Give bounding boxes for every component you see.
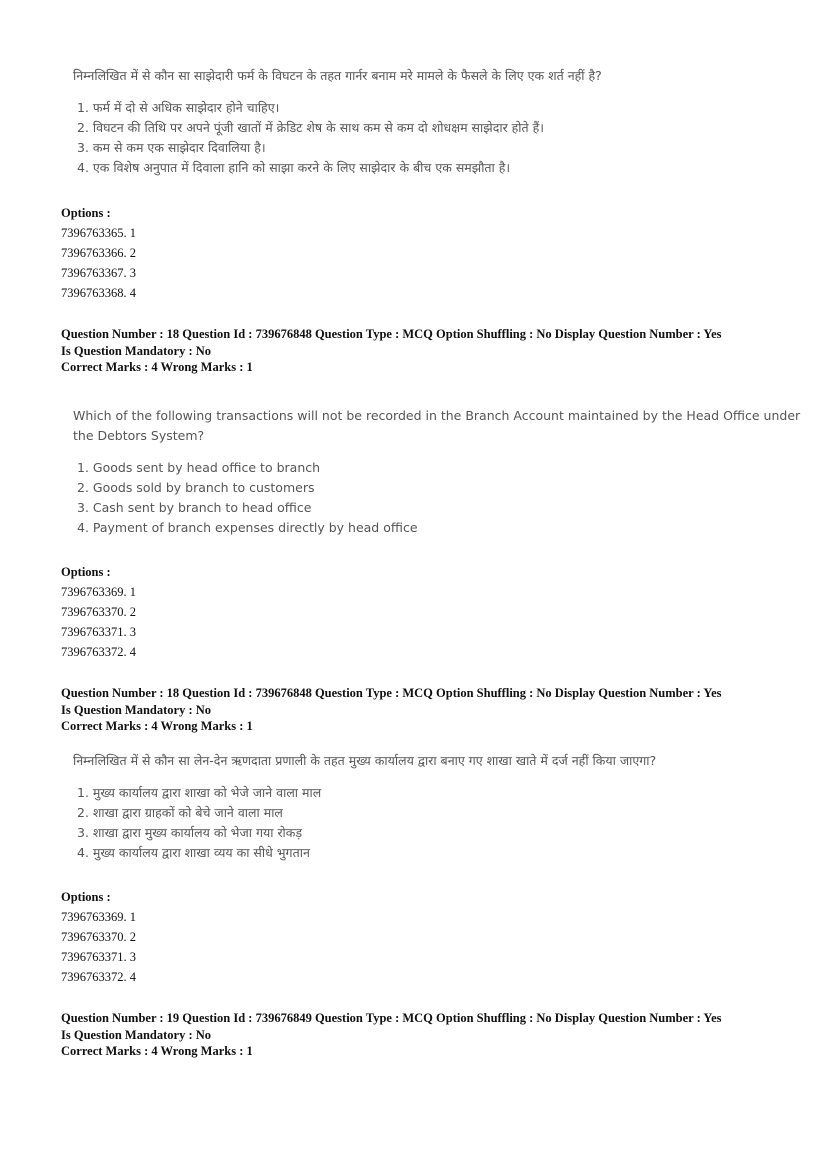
question-image-block — [73, 751, 656, 863]
option-item: 7396763365. 1 — [61, 226, 136, 240]
option-item: 7396763369. 1 — [61, 910, 136, 924]
question-choice: 1. मुख्य कार्यालय द्वारा शाखा को भेजे जाने वाला माल — [77, 785, 322, 800]
question-choice: 2. शाखा द्वारा ग्राहकों को बेचे जाने वाला माल — [77, 805, 283, 820]
question-text: the Debtors System? — [73, 428, 205, 443]
option-item: 7396763371. 3 — [61, 950, 136, 964]
options-block — [61, 203, 136, 303]
options-label: Options : — [61, 206, 111, 220]
question-choice: 4. Payment of branch expenses directly by head office — [77, 520, 418, 535]
question-marks: Correct Marks : 4 Wrong Marks : 1 — [61, 1044, 253, 1058]
question-meta-line: Question Number : 18 Question Id : 739676848 Question Type : MCQ Option Shuffling : No Display Question Number : Yes — [61, 327, 722, 341]
question-text: निम्नलिखित में से कौन सा साझेदारी फर्म के विघटन के तहत गार्नर बनाम मरे मामले के फैसले के लिए एक शर्त नहीं है? — [73, 68, 602, 83]
question-mandatory: Is Question Mandatory : No — [61, 343, 212, 358]
question-image-block — [73, 406, 800, 538]
options-label: Options : — [61, 565, 111, 579]
option-item: 7396763372. 4 — [61, 645, 136, 659]
question-text: निम्नलिखित में से कौन सा लेन-देन ऋणदाता प्रणाली के तहत मुख्य कार्यालय द्वारा बनाए गए शाखा खाते में दर्ज नहीं किया जाएगा? — [73, 753, 657, 768]
question-choice: 3. शाखा द्वारा मुख्य कार्यालय को भेजा गया रोकड़ — [77, 825, 303, 840]
option-item: 7396763366. 2 — [61, 246, 136, 260]
option-item: 7396763370. 2 — [61, 930, 136, 944]
option-item: 7396763370. 2 — [61, 605, 136, 619]
question-meta — [61, 685, 771, 735]
option-item: 7396763372. 4 — [61, 970, 136, 984]
options-list — [61, 582, 136, 662]
question-choice: 2. विघटन की तिथि पर अपने पूंजी खातों में क्रेडिट शेष के साथ कम से कम दो शोधक्षम साझेदार होते हैं। — [77, 120, 545, 135]
question-choices — [73, 98, 602, 178]
options-list — [61, 907, 136, 987]
question-choice: 3. कम से कम एक साझेदार दिवालिया है। — [77, 140, 266, 155]
question-meta — [61, 326, 771, 376]
question-mandatory: Is Question Mandatory : No — [61, 1027, 212, 1042]
question-choice: 4. मुख्य कार्यालय द्वारा शाखा व्यय का सीधे भुगतान — [77, 845, 310, 860]
question-mandatory: Is Question Mandatory : No — [61, 702, 212, 717]
question-choice: 2. Goods sold by branch to customers — [77, 480, 315, 495]
option-item: 7396763368. 4 — [61, 286, 136, 300]
question-choices — [73, 458, 800, 538]
question-choice: 1. फर्म में दो से अधिक साझेदार होने चाहिए। — [77, 100, 280, 115]
question-image-block — [73, 66, 602, 178]
options-block — [61, 562, 136, 662]
question-meta-line: Question Number : 19 Question Id : 739676849 Question Type : MCQ Option Shuffling : No Display Question Number : Yes — [61, 1011, 722, 1025]
option-item: 7396763367. 3 — [61, 266, 136, 280]
question-meta-line: Question Number : 18 Question Id : 739676848 Question Type : MCQ Option Shuffling : No Display Question Number : Yes — [61, 686, 722, 700]
question-choice: 1. Goods sent by head office to branch — [77, 460, 321, 475]
question-choice: 3. Cash sent by branch to head office — [77, 500, 312, 515]
question-choice: 4. एक विशेष अनुपात में दिवाला हानि को साझा करने के लिए साझेदार के बीच एक समझौता है। — [77, 160, 511, 175]
options-list — [61, 223, 136, 303]
option-item: 7396763369. 1 — [61, 585, 136, 599]
option-item: 7396763371. 3 — [61, 625, 136, 639]
question-text: Which of the following transactions will not be recorded in the Branch Account maintained by the Head Office under — [73, 408, 801, 423]
options-block — [61, 887, 136, 987]
question-marks: Correct Marks : 4 Wrong Marks : 1 — [61, 719, 253, 733]
question-marks: Correct Marks : 4 Wrong Marks : 1 — [61, 360, 253, 374]
question-meta — [61, 1010, 771, 1060]
question-choices — [73, 783, 656, 863]
options-label: Options : — [61, 890, 111, 904]
